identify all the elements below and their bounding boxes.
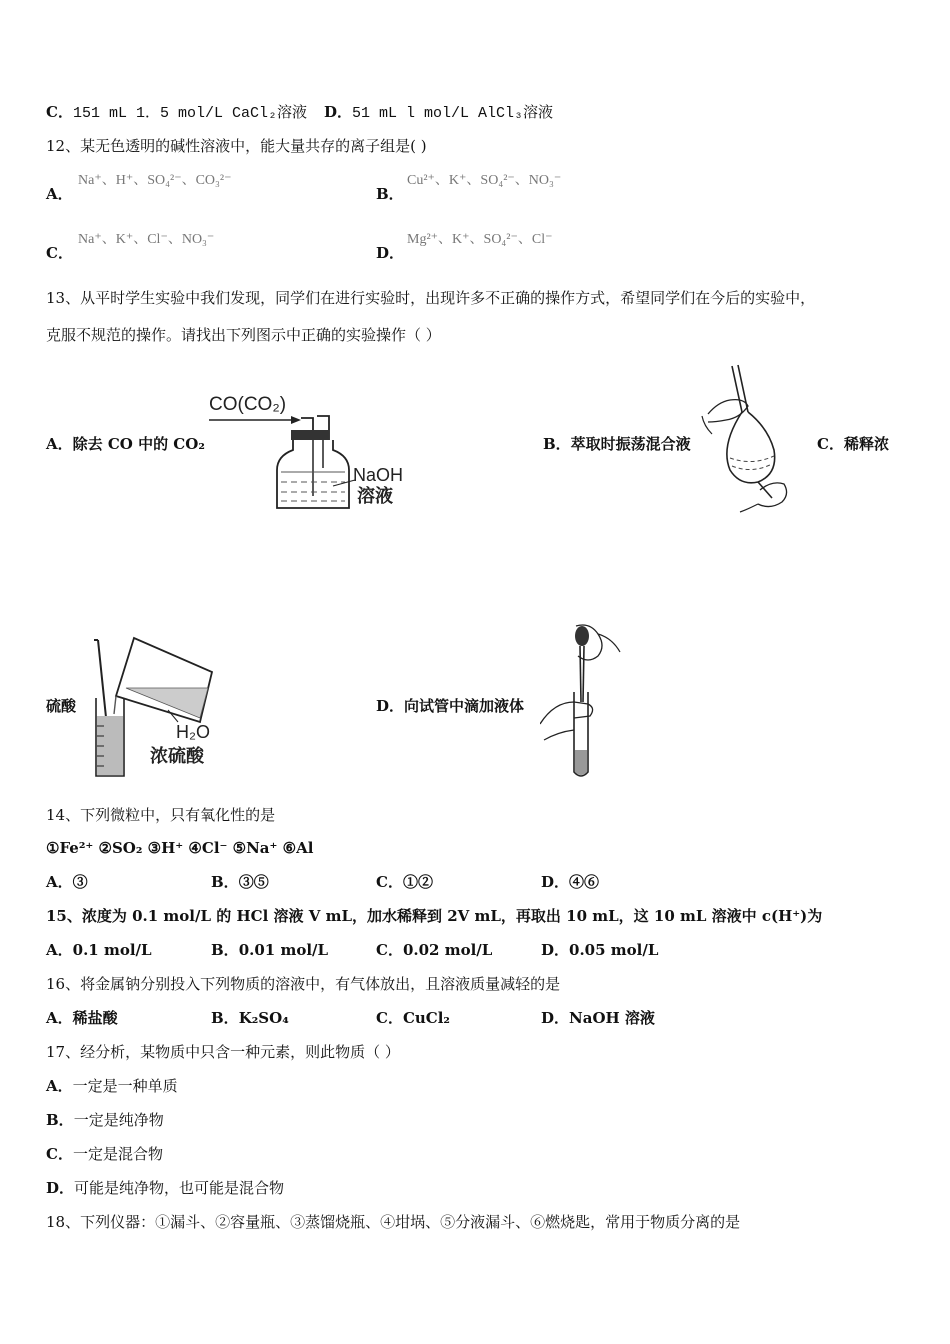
q16-option-c	[376, 1008, 450, 1028]
q11-option-d-label: D．	[324, 103, 353, 121]
q15-option-d	[541, 940, 658, 960]
q15-option-a-text: 0.1 mol/L	[72, 941, 152, 959]
q16-stem: 16、将金属钠分别投入下列物质的溶液中，有气体放出，且溶液质量减轻的是	[46, 975, 561, 993]
q12-option-c-ions: Na⁺、K⁺、Cl⁻、NO₃⁻	[78, 232, 215, 247]
q14-option-a	[46, 872, 88, 892]
q17-option-a-text: 一定是一种单质	[72, 1077, 178, 1095]
q18-stem: 18、下列仪器：①漏斗、②容量瓶、③蒸馏烧瓶、④坩埚、⑤分液漏斗、⑥燃烧匙，常用于物质分离的是	[46, 1213, 741, 1231]
q14-option-b-label: B．	[211, 873, 239, 891]
q16-option-a-text: 稀盐酸	[72, 1009, 118, 1027]
q15-option-b-label: B．	[211, 941, 239, 959]
gas-washing-bottle-figure	[205, 388, 425, 516]
q12-option-b-ions: Cu²⁺、K⁺、SO₄²⁻、NO₃⁻	[407, 173, 562, 188]
q11-option-d-text: 51 mL l mol/L AlCl₃溶液	[352, 105, 554, 122]
q14-option-b	[211, 872, 269, 892]
q13-stem-line2: 克服不规范的操作。请找出下列图示中正确的实验操作（ ）	[46, 326, 441, 344]
q15-option-a	[46, 940, 152, 960]
q11-option-c	[46, 102, 307, 124]
q17-option-c	[46, 1144, 163, 1164]
fig-c-acid-label: 浓硫酸	[150, 746, 204, 766]
q11-option-c-text: 151 mL 1．5 mol/L CaCl₂溶液	[72, 105, 307, 122]
q17-option-d	[46, 1178, 284, 1198]
q15-option-c-text: 0.02 mol/L	[402, 941, 493, 959]
q17-option-d-label: D．	[46, 1179, 75, 1197]
q14-option-c-label: C．	[376, 873, 403, 891]
fig-a-solution-label-2: 溶液	[357, 486, 393, 506]
dropper-figure	[540, 622, 640, 784]
q12-option-d-ions: Mg²⁺、K⁺、SO₄²⁻、Cl⁻	[407, 232, 553, 247]
q16-option-a-label: A．	[46, 1009, 73, 1027]
q15-option-c-label: C．	[376, 941, 403, 959]
q14-option-c-text: ①②	[402, 873, 433, 891]
q15-option-d-label: D．	[541, 941, 570, 959]
q16-option-c-label: C．	[376, 1009, 403, 1027]
q14-option-b-text: ③⑤	[238, 873, 269, 891]
q13-option-a: A．除去 CO 中的 CO₂	[46, 435, 205, 453]
q16-option-d-label: D．	[541, 1009, 570, 1027]
q12-option-d-label: D．	[376, 244, 405, 262]
q13-stem-line1: 13、从平时学生实验中我们发现，同学们在进行实验时，出现许多不正确的操作方式，希望同学们在今后的实验中，	[46, 289, 816, 307]
q13-option-c-part1: C．稀释浓	[817, 435, 889, 453]
q13-option-c-part2: 硫酸	[46, 697, 77, 715]
q12-option-b-label: B．	[376, 185, 404, 203]
q17-option-b-label: B．	[46, 1111, 74, 1129]
q14-option-d	[541, 872, 599, 892]
q14-option-d-label: D．	[541, 873, 570, 891]
q17-option-a	[46, 1076, 178, 1096]
q16-option-b-label: B．	[211, 1009, 239, 1027]
q13-option-d: D．向试管中滴加液体	[376, 697, 525, 715]
q17-option-b	[46, 1110, 164, 1130]
q17-option-b-text: 一定是纯净物	[73, 1111, 164, 1129]
fig-a-solution-label-1: NaOH	[353, 465, 404, 485]
q14-items: ①Fe²⁺ ②SO₂ ③H⁺ ④Cl⁻ ⑤Na⁺ ⑥Al	[46, 839, 314, 857]
q11-option-d	[324, 102, 553, 124]
q15-stem: 15、浓度为 0.1 mol/L 的 HCl 溶液 V mL，加水稀释到 2V mL，再取出 10 mL，这 10 mL 溶液中 c(H⁺)为	[46, 907, 823, 925]
q16-option-d-text: NaOH 溶液	[569, 1009, 655, 1027]
q14-stem: 14、下列微粒中，只有氧化性的是	[46, 806, 276, 824]
q16-option-a	[46, 1008, 118, 1028]
q14-option-c	[376, 872, 433, 892]
q15-option-d-text: 0.05 mol/L	[569, 941, 659, 959]
q16-option-c-text: CuCl₂	[402, 1009, 451, 1027]
q12-option-a-ions: Na⁺、H⁺、SO₄²⁻、CO₃²⁻	[78, 173, 232, 188]
q16-option-b	[211, 1008, 289, 1028]
q17-stem: 17、经分析，某物质中只含一种元素，则此物质（ ）	[46, 1043, 400, 1061]
q16-option-b-text: K₂SO₄	[238, 1009, 289, 1027]
q15-option-c	[376, 940, 492, 960]
q12-option-a-label: A．	[46, 185, 73, 203]
dilution-figure	[92, 636, 252, 782]
q15-option-b	[211, 940, 328, 960]
fig-c-water-label: H₂O	[176, 722, 210, 742]
fig-a-gas-label: CO(CO₂)	[209, 394, 287, 415]
q16-option-d	[541, 1008, 655, 1028]
q15-option-b-text: 0.01 mol/L	[238, 941, 329, 959]
q17-option-a-label: A．	[46, 1077, 73, 1095]
q11-option-c-label: C．	[46, 103, 73, 121]
q17-option-c-label: C．	[46, 1145, 73, 1163]
q14-option-a-text: ③	[72, 873, 88, 891]
separatory-funnel-figure	[700, 362, 800, 514]
q13-option-b: B．萃取时振荡混合液	[543, 435, 691, 453]
q15-option-a-label: A．	[46, 941, 73, 959]
q12-stem: 12、某无色透明的碱性溶液中，能大量共存的离子组是( )	[46, 137, 427, 155]
q17-option-c-text: 一定是混合物	[72, 1145, 163, 1163]
q14-option-d-text: ④⑥	[569, 873, 600, 891]
q12-option-c-label: C．	[46, 244, 73, 262]
q17-option-d-text: 可能是纯净物，也可能是混合物	[74, 1179, 285, 1197]
q14-option-a-label: A．	[46, 873, 73, 891]
